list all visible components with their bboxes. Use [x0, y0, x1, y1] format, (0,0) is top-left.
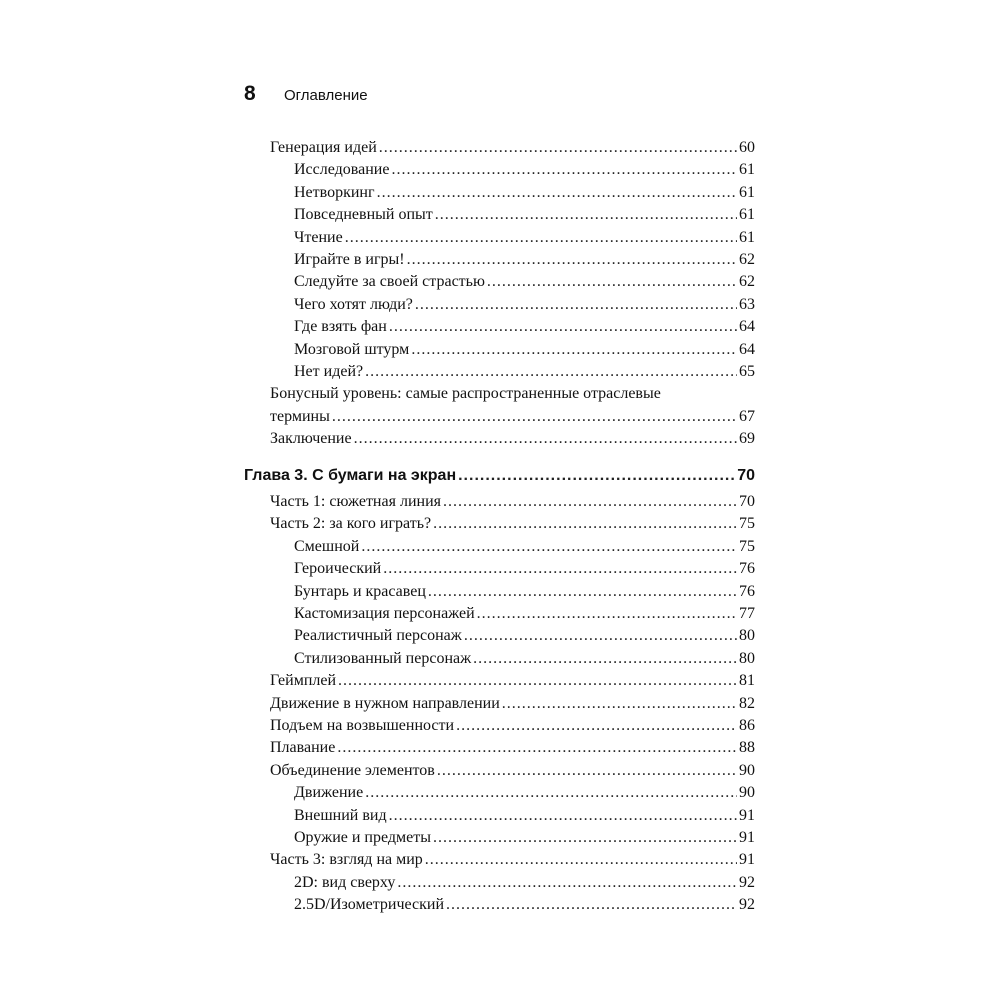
- toc-entry-title: термины: [270, 407, 330, 425]
- toc-entry-title: Часть 3: взгляд на мир: [270, 851, 423, 869]
- dot-leader: [428, 581, 737, 603]
- toc-entry-page: 65: [739, 363, 755, 380]
- toc-entry[interactable]: [294, 872, 755, 894]
- toc-entry[interactable]: [294, 625, 755, 647]
- toc-entry-title-line: Бонусный уровень: самые распространенные отраслевые: [270, 385, 661, 403]
- dot-leader: [411, 339, 737, 361]
- running-title: Оглавление: [284, 87, 368, 104]
- dot-leader: [502, 693, 737, 715]
- dot-leader: [458, 465, 735, 487]
- toc-entry-page: 61: [739, 228, 755, 246]
- toc-entry-page: 88: [739, 739, 755, 757]
- toc-entry-page: 86: [739, 717, 755, 734]
- dot-leader: [338, 670, 737, 692]
- toc-entry[interactable]: [294, 249, 755, 271]
- toc-entry-title: Нет идей?: [294, 363, 364, 380]
- toc-entry[interactable]: [270, 137, 755, 159]
- toc-entry[interactable]: [270, 491, 755, 513]
- toc-entry-title: Кастомизация персонажей: [294, 605, 475, 622]
- dot-leader: [354, 428, 737, 450]
- toc-entry[interactable]: [294, 204, 755, 226]
- dot-leader: [487, 271, 737, 293]
- dot-leader: [473, 648, 737, 670]
- toc-entry-page: 64: [739, 340, 755, 358]
- toc-entry-page: 82: [739, 694, 755, 712]
- toc-entry-title: Бунтарь и красавец: [294, 582, 426, 600]
- toc-entry[interactable]: [294, 294, 755, 316]
- toc-entry-title: Стилизованный персонаж: [294, 649, 472, 667]
- toc-entry-page: 63: [739, 295, 755, 313]
- toc-entry-page: 92: [739, 873, 755, 891]
- dot-leader: [379, 137, 737, 159]
- toc-entry[interactable]: [294, 805, 755, 827]
- toc-entry-page: 62: [739, 273, 755, 291]
- dot-leader: [433, 827, 737, 849]
- toc-entry[interactable]: [294, 339, 755, 361]
- toc-entry-title: Плавание: [270, 739, 336, 757]
- dot-leader: [337, 737, 737, 759]
- dot-leader: [446, 894, 737, 916]
- dot-leader: [389, 316, 737, 338]
- toc-entry[interactable]: [294, 316, 755, 338]
- toc-entry-title: Подъем на возвышенности: [270, 717, 455, 734]
- dot-leader: [365, 361, 737, 383]
- dot-leader: [477, 603, 737, 625]
- toc-entry-page: 90: [739, 761, 755, 779]
- toc-entry-title: Заключение: [270, 430, 352, 448]
- toc-entry-title: Следуйте за своей страстью: [294, 273, 485, 291]
- dot-leader: [425, 849, 737, 871]
- toc-entry-title: Нетворкинг: [294, 183, 375, 201]
- dot-leader: [361, 536, 737, 558]
- toc-entry[interactable]: [294, 182, 755, 204]
- toc-entry-page: 61: [739, 206, 755, 224]
- toc-entry-title: Внешний вид: [294, 806, 387, 824]
- toc-entry[interactable]: [294, 536, 755, 558]
- dot-leader: [415, 294, 737, 316]
- toc-entry[interactable]: [294, 827, 755, 849]
- dot-leader: [437, 760, 737, 782]
- toc-entry-title: Часть 2: за кого играть?: [270, 515, 432, 533]
- toc-entry-title: Где взять фан: [294, 318, 387, 336]
- toc-entry-title: Геймплей: [270, 672, 337, 690]
- toc-entry-title: 2.5D/Изометрический: [294, 896, 444, 914]
- dot-leader: [365, 782, 737, 804]
- toc-entry[interactable]: [294, 159, 755, 181]
- toc-entry-title: Оружие и предметы: [294, 829, 431, 846]
- toc-entry[interactable]: [294, 227, 755, 249]
- toc-entry[interactable]: [294, 894, 755, 916]
- toc-entry-title: Генерация идей: [270, 139, 377, 156]
- toc-entry-page: 80: [739, 627, 755, 645]
- toc-entry[interactable]: [294, 581, 755, 603]
- dot-leader: [456, 715, 737, 737]
- toc-entry[interactable]: [294, 558, 755, 580]
- toc-entry-page: 91: [739, 806, 755, 824]
- toc-entry-title: Реалистичный персонаж: [294, 627, 462, 645]
- dot-leader: [377, 182, 737, 204]
- toc-entry-page: 80: [739, 649, 755, 667]
- toc-entry-page: 75: [739, 537, 755, 555]
- dot-leader: [435, 204, 737, 226]
- toc-entry-title: Объединение элементов: [270, 761, 435, 779]
- page-number: 8: [244, 82, 256, 105]
- dot-leader: [345, 227, 737, 249]
- toc-entry-title: Движение в нужном направлении: [270, 694, 500, 712]
- toc-entry-title: Чего хотят люди?: [294, 295, 413, 313]
- toc-entry[interactable]: [294, 648, 755, 670]
- dot-leader: [464, 625, 737, 647]
- toc-entry-title: Чтение: [294, 228, 343, 246]
- dot-leader: [407, 249, 737, 271]
- toc-entry-title: Играйте в игры!: [294, 251, 405, 268]
- dot-leader: [389, 805, 737, 827]
- toc-entry-page: 92: [739, 896, 755, 914]
- toc-entry[interactable]: [270, 513, 755, 535]
- toc-entry-page: 75: [739, 515, 755, 533]
- dot-leader: [443, 491, 737, 513]
- toc-entry-page: 76: [739, 582, 755, 600]
- toc-entry-page: 69: [739, 430, 755, 448]
- toc-entry-page: 91: [739, 851, 755, 869]
- toc-entry-title: Повседневный опыт: [294, 206, 433, 224]
- toc-entry-title: Мозговой штурм: [294, 340, 410, 358]
- toc-entry-title: Смешной: [294, 537, 360, 555]
- dot-leader: [332, 406, 737, 428]
- toc-entry-page: 61: [739, 161, 755, 179]
- toc-entry[interactable]: [294, 361, 755, 383]
- toc-entry-page: 76: [739, 560, 755, 578]
- toc-entry-title: Глава 3. С бумаги на экран: [244, 466, 457, 484]
- toc-entry-page: 67: [739, 407, 755, 425]
- toc-entry-title: Героический: [294, 560, 382, 578]
- toc-entry-page: 60: [739, 139, 755, 156]
- toc-entry[interactable]: [270, 760, 755, 782]
- toc-entry-title: Движение: [294, 784, 364, 802]
- dot-leader: [383, 558, 737, 580]
- toc-entry[interactable]: [270, 715, 755, 737]
- toc-entry[interactable]: [270, 693, 755, 715]
- toc-entry-page: 62: [739, 251, 755, 268]
- toc-entry[interactable]: [270, 670, 755, 692]
- toc-entry-page: 91: [739, 829, 755, 846]
- toc-entry[interactable]: [270, 428, 755, 450]
- toc-entry-page: 70: [739, 493, 755, 510]
- toc-entry-title: 2D: вид сверху: [294, 873, 396, 891]
- dot-leader: [391, 159, 737, 181]
- toc-entry[interactable]: [270, 737, 755, 759]
- toc-entry-title: Часть 1: сюжетная линия: [270, 493, 441, 510]
- toc-entry[interactable]: [270, 849, 755, 871]
- toc-entry-page: 77: [739, 605, 755, 622]
- toc-entry-page: 61: [739, 183, 755, 201]
- toc-chapter-entry[interactable]: [244, 465, 755, 487]
- toc-entry[interactable]: [270, 406, 755, 428]
- toc-entry[interactable]: [294, 271, 755, 293]
- toc-entry-page: 90: [739, 784, 755, 802]
- dot-leader: [433, 513, 737, 535]
- toc-entry-title: Исследование: [294, 161, 390, 179]
- toc-entry-page: 81: [739, 672, 755, 690]
- page-header: [244, 82, 764, 108]
- dot-leader: [397, 872, 737, 894]
- toc-entry-page: 70: [737, 466, 755, 484]
- toc-entry[interactable]: [294, 603, 755, 625]
- toc-entry[interactable]: [294, 782, 755, 804]
- toc-entry-page: 64: [739, 318, 755, 336]
